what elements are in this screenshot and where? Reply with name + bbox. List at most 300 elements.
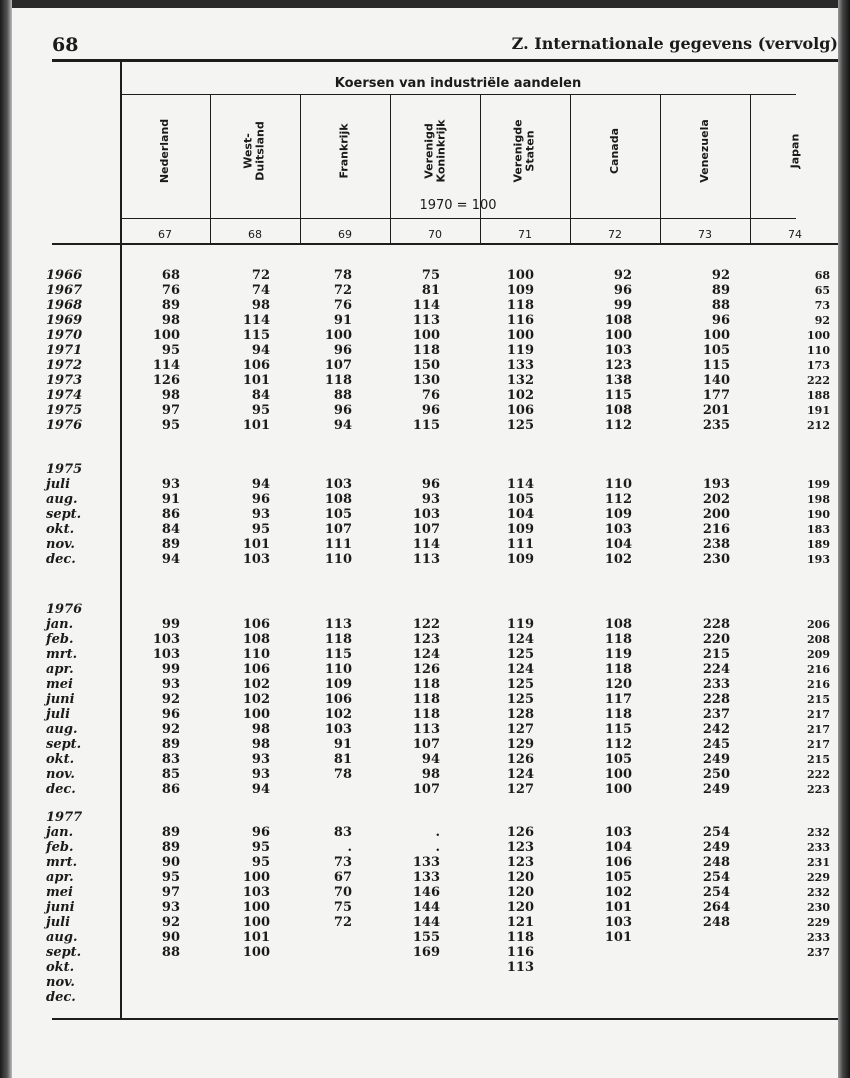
row-label: juli xyxy=(46,707,71,722)
table-cell: 106 xyxy=(604,855,632,870)
table-cell: 93 xyxy=(251,752,270,767)
table-cell: 118 xyxy=(506,930,534,945)
table-cell: 128 xyxy=(506,707,534,722)
table-cell: 83 xyxy=(161,752,180,767)
table-cell: 216 xyxy=(807,678,830,691)
table-cell: 103 xyxy=(604,522,632,537)
table-cell: 98 xyxy=(251,722,270,737)
table-cell: 242 xyxy=(702,722,730,737)
table-cell: 133 xyxy=(506,358,534,373)
table-cell: 114 xyxy=(506,477,534,492)
row-label: 1971 xyxy=(46,343,83,358)
table-cell: 232 xyxy=(807,826,830,839)
table-cell: 100 xyxy=(807,329,830,342)
table-cell: 103 xyxy=(604,915,632,930)
header-rule-2 xyxy=(120,218,796,219)
table-cell: 103 xyxy=(412,507,440,522)
table-cell: 228 xyxy=(702,617,730,632)
table-cell: 199 xyxy=(807,478,830,491)
table-cell: 103 xyxy=(242,885,270,900)
group-heading: 1977 xyxy=(46,810,83,825)
row-label: aug. xyxy=(46,722,78,737)
table-cell: 122 xyxy=(412,617,440,632)
table-cell: 103 xyxy=(152,632,180,647)
table-cell: 110 xyxy=(324,552,352,567)
row-label: aug. xyxy=(46,492,78,507)
table-cell: 109 xyxy=(506,522,534,537)
table-cell: 183 xyxy=(807,523,830,536)
table-cell: 113 xyxy=(324,617,352,632)
table-cell: 114 xyxy=(412,298,440,313)
table-cell: 94 xyxy=(421,752,440,767)
table-cell: 216 xyxy=(702,522,730,537)
table-cell: 89 xyxy=(161,537,180,552)
table-cell: 96 xyxy=(421,403,440,418)
column-header-label: Frankrijk xyxy=(338,123,351,179)
table-cell: 105 xyxy=(702,343,730,358)
table-cell: 107 xyxy=(324,358,352,373)
table-cell: 120 xyxy=(604,677,632,692)
table-cell: 100 xyxy=(324,328,352,343)
table-cell: 102 xyxy=(242,692,270,707)
table-cell: 105 xyxy=(604,870,632,885)
table-cell: 114 xyxy=(242,313,270,328)
table-cell: 98 xyxy=(251,298,270,313)
table-cell: 144 xyxy=(412,915,440,930)
row-label: apr. xyxy=(46,662,74,677)
table-cell: 245 xyxy=(702,737,730,752)
table-cell: 94 xyxy=(251,782,270,797)
column-header xyxy=(210,96,300,206)
table-cell: 222 xyxy=(807,374,830,387)
table-cell: 67 xyxy=(333,870,352,885)
row-label: feb. xyxy=(46,840,74,855)
table-cell: 113 xyxy=(412,552,440,567)
table-cell: 193 xyxy=(702,477,730,492)
table-cell: 86 xyxy=(161,507,180,522)
table-cell: 189 xyxy=(807,538,830,551)
table-cell: 118 xyxy=(412,692,440,707)
table-cell: 101 xyxy=(242,373,270,388)
table-cell: 84 xyxy=(161,522,180,537)
table-cell: 91 xyxy=(161,492,180,507)
table-cell: 233 xyxy=(807,841,830,854)
table-cell: 106 xyxy=(242,617,270,632)
table-cell: 88 xyxy=(333,388,352,403)
table-cell: 231 xyxy=(807,856,830,869)
table-cell: 107 xyxy=(412,782,440,797)
table-cell: 89 xyxy=(711,283,730,298)
table-cell: 78 xyxy=(333,268,352,283)
table-cell: 104 xyxy=(604,537,632,552)
column-header-label: Nederland xyxy=(157,118,171,184)
table-cell: 126 xyxy=(506,752,534,767)
row-label: 1966 xyxy=(46,268,83,283)
table-cell: 115 xyxy=(412,418,440,433)
table-cell: 118 xyxy=(324,373,352,388)
table-cell: 98 xyxy=(161,313,180,328)
table-cell: 133 xyxy=(412,870,440,885)
table-cell: 75 xyxy=(333,900,352,915)
table-cell: 202 xyxy=(702,492,730,507)
table-cell: 78 xyxy=(333,767,352,782)
row-label: jan. xyxy=(46,617,74,632)
table-cell: 109 xyxy=(506,283,534,298)
table-cell: 125 xyxy=(506,692,534,707)
table-cell: 215 xyxy=(702,647,730,662)
table-cell: 124 xyxy=(412,647,440,662)
table-cell: 101 xyxy=(242,930,270,945)
table-cell: 73 xyxy=(814,299,830,312)
table-cell: 100 xyxy=(412,328,440,343)
row-label: nov. xyxy=(46,975,75,990)
table-cell: 95 xyxy=(251,522,270,537)
running-head: Z. Internationale gegevens (vervolg) xyxy=(511,34,838,53)
table-cell: 115 xyxy=(604,722,632,737)
table-cell: . xyxy=(435,840,440,855)
table-cell: 114 xyxy=(412,537,440,552)
row-label: sept. xyxy=(46,945,82,960)
book-spine-shadow xyxy=(0,0,12,1078)
column-header xyxy=(390,96,480,206)
table-cell: 108 xyxy=(604,403,632,418)
table-cell: 72 xyxy=(251,268,270,283)
table-cell: 92 xyxy=(161,915,180,930)
page-number: 68 xyxy=(52,34,79,56)
table-cell: 233 xyxy=(702,677,730,692)
table-cell: 224 xyxy=(702,662,730,677)
table-cell: 81 xyxy=(421,283,440,298)
table-cell: 88 xyxy=(161,945,180,960)
table-cell: 105 xyxy=(324,507,352,522)
table-cell: 237 xyxy=(702,707,730,722)
table-cell: 232 xyxy=(807,886,830,899)
table-super-title: Koersen van industriële aandelen xyxy=(334,76,582,91)
table-cell: 200 xyxy=(702,507,730,522)
table-cell: 237 xyxy=(807,946,830,959)
table-cell: 68 xyxy=(161,268,180,283)
table-cell: 118 xyxy=(412,343,440,358)
column-header xyxy=(120,96,210,206)
table-cell: 95 xyxy=(251,403,270,418)
column-header-label: West- Duitsland xyxy=(242,121,267,181)
table-cell: 101 xyxy=(242,418,270,433)
row-label: mei xyxy=(46,885,73,900)
row-label: 1967 xyxy=(46,283,83,298)
table-cell: 103 xyxy=(604,343,632,358)
table-cell: 112 xyxy=(604,492,632,507)
table-cell: 105 xyxy=(604,752,632,767)
row-label: okt. xyxy=(46,522,75,537)
table-cell: 104 xyxy=(506,507,534,522)
table-cell: 104 xyxy=(604,840,632,855)
column-header xyxy=(480,96,570,206)
table-cell: 100 xyxy=(242,900,270,915)
row-label: 1973 xyxy=(46,373,83,388)
table-cell: 89 xyxy=(161,737,180,752)
table-cell: 107 xyxy=(412,737,440,752)
table-cell: 190 xyxy=(807,508,830,521)
column-header-label: Japan xyxy=(788,133,801,169)
row-label: nov. xyxy=(46,537,75,552)
table-cell: 126 xyxy=(412,662,440,677)
table-cell: 216 xyxy=(807,663,830,676)
table-cell: 235 xyxy=(702,418,730,433)
table-cell: 96 xyxy=(421,477,440,492)
column-header-label: Verenigde Staten xyxy=(511,119,537,183)
table-cell: 118 xyxy=(506,298,534,313)
table-cell: 100 xyxy=(152,328,180,343)
table-cell: 249 xyxy=(702,752,730,767)
table-cell: 89 xyxy=(161,825,180,840)
table-cell: 88 xyxy=(711,298,730,313)
table-cell: 73 xyxy=(333,855,352,870)
table-cell: 102 xyxy=(604,885,632,900)
table-cell: 230 xyxy=(702,552,730,567)
table-cell: 92 xyxy=(814,314,830,327)
table-cell: 250 xyxy=(702,767,730,782)
row-label: 1975 xyxy=(46,403,83,418)
column-header xyxy=(750,96,840,206)
table-cell: 132 xyxy=(506,373,534,388)
table-cell: 100 xyxy=(702,328,730,343)
row-label: mrt. xyxy=(46,647,78,662)
row-label: juli xyxy=(46,915,71,930)
table-cell: 118 xyxy=(604,632,632,647)
table-cell: 98 xyxy=(251,737,270,752)
table-cell: 173 xyxy=(807,359,830,372)
table-cell: 112 xyxy=(604,737,632,752)
table-cell: 107 xyxy=(324,522,352,537)
table-cell: 95 xyxy=(161,343,180,358)
table-cell: 110 xyxy=(324,662,352,677)
table-cell: 198 xyxy=(807,493,830,506)
row-label: 1976 xyxy=(46,418,83,433)
table-cell: 215 xyxy=(807,753,830,766)
table-cell: 100 xyxy=(604,767,632,782)
table-cell: 248 xyxy=(702,915,730,930)
table-cell: 101 xyxy=(604,930,632,945)
row-label: 1974 xyxy=(46,388,83,403)
table-cell: 107 xyxy=(412,522,440,537)
table-cell: 124 xyxy=(506,632,534,647)
table-cell: 103 xyxy=(324,477,352,492)
row-label: juni xyxy=(46,692,75,707)
table-cell: 93 xyxy=(161,677,180,692)
table-cell: 115 xyxy=(324,647,352,662)
table-cell: 133 xyxy=(412,855,440,870)
table-cell: 123 xyxy=(412,632,440,647)
row-label: sept. xyxy=(46,737,82,752)
table-cell: 93 xyxy=(251,767,270,782)
row-label: dec. xyxy=(46,552,76,567)
table-cell: 97 xyxy=(161,885,180,900)
table-cell: 101 xyxy=(604,900,632,915)
row-label: 1968 xyxy=(46,298,83,313)
table-cell: 217 xyxy=(807,708,830,721)
table-cell: 193 xyxy=(807,553,830,566)
row-label: juli xyxy=(46,477,71,492)
table-cell: 103 xyxy=(152,647,180,662)
table-cell: 208 xyxy=(807,633,830,646)
table-cell: 108 xyxy=(242,632,270,647)
table-cell: 188 xyxy=(807,389,830,402)
table-cell: 70 xyxy=(333,885,352,900)
table-cell: 74 xyxy=(251,283,270,298)
table-cell: 102 xyxy=(242,677,270,692)
table-cell: 206 xyxy=(807,618,830,631)
group-heading: 1975 xyxy=(46,462,83,477)
table-cell: 118 xyxy=(604,662,632,677)
table-cell: 96 xyxy=(161,707,180,722)
table-cell: 89 xyxy=(161,840,180,855)
table-cell: 129 xyxy=(506,737,534,752)
table-cell: 109 xyxy=(604,507,632,522)
table-cell: 98 xyxy=(421,767,440,782)
table-cell: 92 xyxy=(161,692,180,707)
table-cell: 254 xyxy=(702,825,730,840)
table-cell: 217 xyxy=(807,723,830,736)
base-year-label: 1970 = 100 xyxy=(419,198,497,213)
table-cell: 123 xyxy=(604,358,632,373)
table-cell: 254 xyxy=(702,885,730,900)
table-cell: 91 xyxy=(333,737,352,752)
column-code: 70 xyxy=(428,228,442,241)
table-cell: 92 xyxy=(613,268,632,283)
table-cell: 94 xyxy=(333,418,352,433)
table-cell: 223 xyxy=(807,783,830,796)
row-label: okt. xyxy=(46,960,75,975)
table-cell: 264 xyxy=(702,900,730,915)
table-cell: 65 xyxy=(814,284,830,297)
table-cell: 229 xyxy=(807,916,830,929)
table-cell: 85 xyxy=(161,767,180,782)
table-cell: 118 xyxy=(604,707,632,722)
table-cell: 86 xyxy=(161,782,180,797)
table-cell: 146 xyxy=(412,885,440,900)
row-label: apr. xyxy=(46,870,74,885)
column-header-label: Venezuela xyxy=(698,119,711,183)
table-cell: 116 xyxy=(506,313,534,328)
table-cell: 100 xyxy=(506,268,534,283)
column-code: 72 xyxy=(608,228,622,241)
table-cell: 100 xyxy=(242,870,270,885)
table-cell: 102 xyxy=(506,388,534,403)
table-cell: 91 xyxy=(333,313,352,328)
table-cell: 76 xyxy=(161,283,180,298)
table-cell: 120 xyxy=(506,885,534,900)
row-label: 1972 xyxy=(46,358,83,373)
row-label: okt. xyxy=(46,752,75,767)
row-label: 1970 xyxy=(46,328,83,343)
table-cell: 100 xyxy=(604,328,632,343)
table-cell: 90 xyxy=(161,930,180,945)
table-cell: 99 xyxy=(161,662,180,677)
table-cell: 75 xyxy=(421,268,440,283)
table-cell: 110 xyxy=(807,344,830,357)
table-cell: 108 xyxy=(604,617,632,632)
table-cell: 229 xyxy=(807,871,830,884)
table-cell: 125 xyxy=(506,418,534,433)
table-cell: 115 xyxy=(702,358,730,373)
table-cell: 93 xyxy=(251,507,270,522)
column-code: 74 xyxy=(788,228,802,241)
table-cell: 113 xyxy=(412,313,440,328)
table-cell: 120 xyxy=(506,900,534,915)
row-label: juni xyxy=(46,900,75,915)
table-cell: 209 xyxy=(807,648,830,661)
table-cell: 118 xyxy=(412,707,440,722)
table-cell: 92 xyxy=(711,268,730,283)
table-cell: 140 xyxy=(702,373,730,388)
row-label: mrt. xyxy=(46,855,78,870)
table-cell: 119 xyxy=(604,647,632,662)
table-cell: 72 xyxy=(333,915,352,930)
table-cell: 93 xyxy=(161,477,180,492)
table-cell: 126 xyxy=(506,825,534,840)
table-cell: 254 xyxy=(702,870,730,885)
table-cell: 95 xyxy=(161,418,180,433)
row-label: sept. xyxy=(46,507,82,522)
table-cell: 68 xyxy=(814,269,830,282)
table-cell: 101 xyxy=(242,537,270,552)
table-cell: 114 xyxy=(152,358,180,373)
table-cell: 112 xyxy=(604,418,632,433)
table-cell: 155 xyxy=(412,930,440,945)
table-cell: 102 xyxy=(324,707,352,722)
table-cell: 124 xyxy=(506,662,534,677)
table-cell: 94 xyxy=(251,343,270,358)
table-cell: 177 xyxy=(702,388,730,403)
column-header xyxy=(300,96,390,206)
table-cell: 116 xyxy=(506,945,534,960)
table-cell: 99 xyxy=(161,617,180,632)
table-cell: 117 xyxy=(604,692,632,707)
table-cell: 230 xyxy=(807,901,830,914)
table-cell: 105 xyxy=(506,492,534,507)
table-cell: 215 xyxy=(807,693,830,706)
table-cell: 249 xyxy=(702,840,730,855)
table-cell: 212 xyxy=(807,419,830,432)
table-cell: 103 xyxy=(242,552,270,567)
table-cell: 92 xyxy=(161,722,180,737)
table-cell: 76 xyxy=(333,298,352,313)
table-cell: 96 xyxy=(251,825,270,840)
table-cell: 89 xyxy=(161,298,180,313)
table-cell: 96 xyxy=(333,343,352,358)
header-rule-1 xyxy=(120,94,796,95)
table-cell: 238 xyxy=(702,537,730,552)
column-code: 73 xyxy=(698,228,712,241)
table-cell: 100 xyxy=(604,782,632,797)
table-cell: 96 xyxy=(251,492,270,507)
table-cell: 115 xyxy=(242,328,270,343)
table-cell: 108 xyxy=(604,313,632,328)
table-cell: 94 xyxy=(161,552,180,567)
table-cell: 118 xyxy=(324,632,352,647)
table-cell: 100 xyxy=(242,945,270,960)
table-cell: 110 xyxy=(604,477,632,492)
table-cell: 115 xyxy=(604,388,632,403)
bottom-rule xyxy=(52,1018,838,1020)
table-cell: . xyxy=(435,825,440,840)
table-cell: 222 xyxy=(807,768,830,781)
table-cell: 93 xyxy=(421,492,440,507)
table-cell: 100 xyxy=(242,707,270,722)
table-cell: 248 xyxy=(702,855,730,870)
table-cell: 125 xyxy=(506,677,534,692)
table-cell: 76 xyxy=(421,388,440,403)
